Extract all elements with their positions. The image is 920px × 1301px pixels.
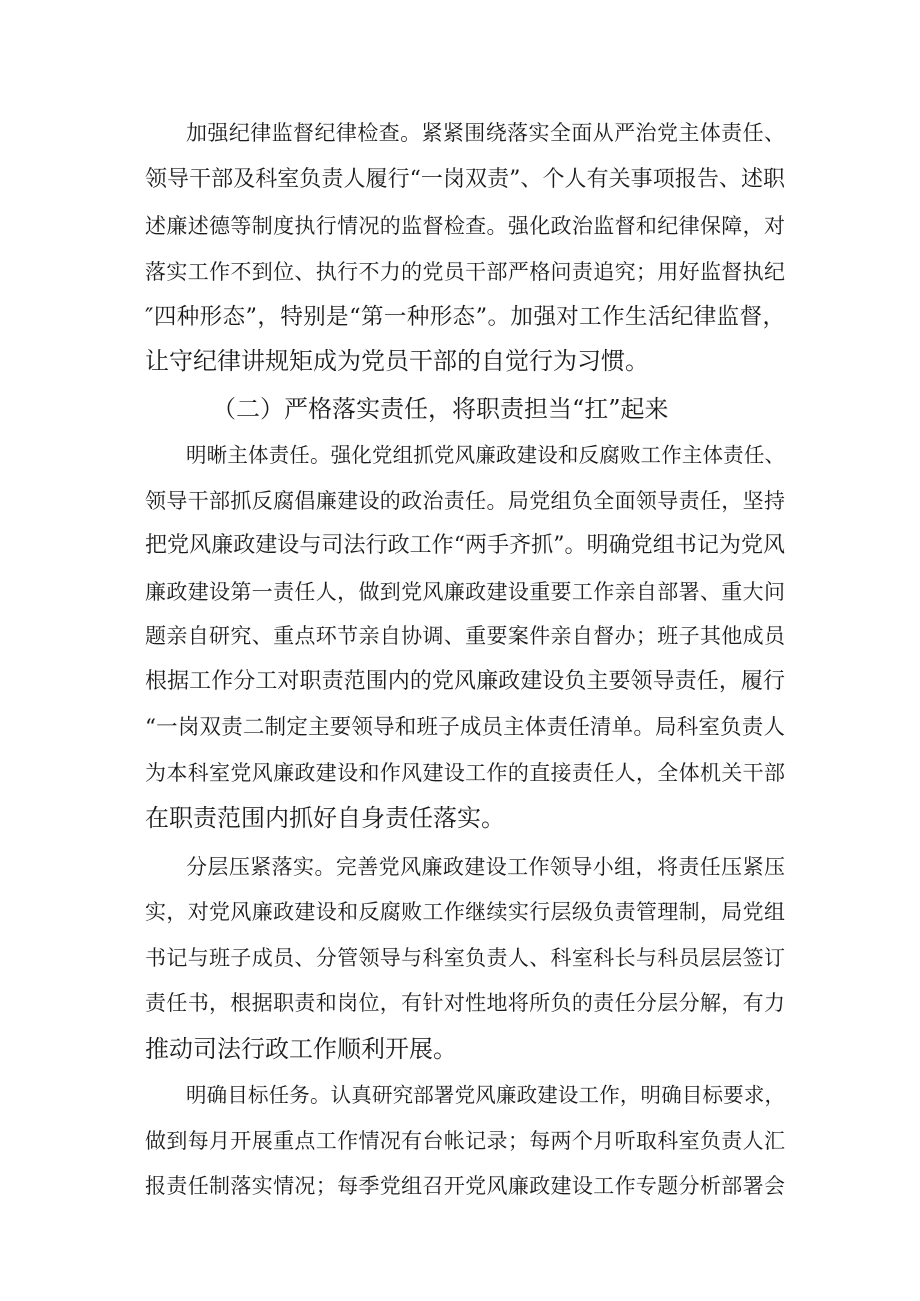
- paragraph-line: 在职责范围内抓好自身责任落实。: [145, 804, 505, 832]
- paragraph-line: 把党风廉政建设与司法行政工作“两手齐抓”。明确党组书记为党风: [145, 533, 785, 558]
- paragraph-line: 分层压紧落实。完善党风廉政建设工作领导小组，将责任压紧压: [186, 855, 785, 879]
- paragraph-line: 落实工作不到位、执行不力的党员干部严格问责追究；用好监督执纪: [145, 260, 785, 284]
- paragraph-line: 书记与班子成员、分管领导与科室负责人、科室科长与科员层层签订: [145, 946, 785, 970]
- paragraph-line: 让守纪律讲规矩成为党员干部的自觉行为习惯。: [145, 347, 649, 375]
- paragraph-line: 题亲自研究、重点环节亲自协调、重要案件亲自督办；班子其他成员: [145, 624, 785, 648]
- paragraph-line: 领导干部抓反腐倡廉建设的政治责任。局党组负全面领导责任，坚持: [145, 489, 785, 513]
- paragraph-line: 做到每月开展重点工作情况有台帐记录；每两个月听取科室负责人汇: [145, 1129, 785, 1153]
- paragraph-line: ″四种形态”，特别是“第一种形态”。加强对工作生活纪律监督，: [145, 304, 785, 330]
- section-heading: （二）严格落实责任，将职责担当“扛”起来: [212, 395, 669, 423]
- paragraph-line: 根据工作分工对职责范围内的党风廉政建设负主要领导责任，履行: [145, 669, 785, 694]
- paragraph-line: 实，对党风廉政建设和反腐败工作继续实行层级负责管理制，局党组: [145, 900, 785, 924]
- paragraph-line: 为本科室党风廉政建设和作风建设工作的直接责任人，全体机关干部: [145, 761, 785, 785]
- paragraph-line: 明确目标任务。认真研究部署党风廉政建设工作，明确目标要求，: [186, 1083, 785, 1107]
- paragraph-line: 领导干部及科室负责人履行“一岗双责”、个人有关事项报告、述职: [145, 167, 785, 192]
- paragraph-line: 廉政建设第一责任人，做到党风廉政建设重要工作亲自部署、重大问: [145, 580, 785, 604]
- paragraph-line: 责任书，根据职责和岗位，有针对性地将所负的责任分层分解，有力: [145, 991, 785, 1015]
- paragraph-line: “一岗双责二制定主要领导和班子成员主体责任清单。局科室负责人: [145, 715, 785, 740]
- paragraph-line: 述廉述德等制度执行情况的监督检查。强化政治监督和纪律保障，对: [145, 214, 785, 238]
- paragraph-line: 加强纪律监督纪律检查。紧紧围绕落实全面从严治党主体责任、: [186, 121, 785, 145]
- paragraph-line: 推动司法行政工作顺利开展。: [145, 1035, 457, 1063]
- paragraph-line: 报责任制落实情况；每季党组召开党风廉政建设工作专题分析部署会: [145, 1174, 785, 1198]
- paragraph-line: 明晰主体责任。强化党组抓党风廉政建设和反腐败工作主体责任、: [186, 443, 785, 467]
